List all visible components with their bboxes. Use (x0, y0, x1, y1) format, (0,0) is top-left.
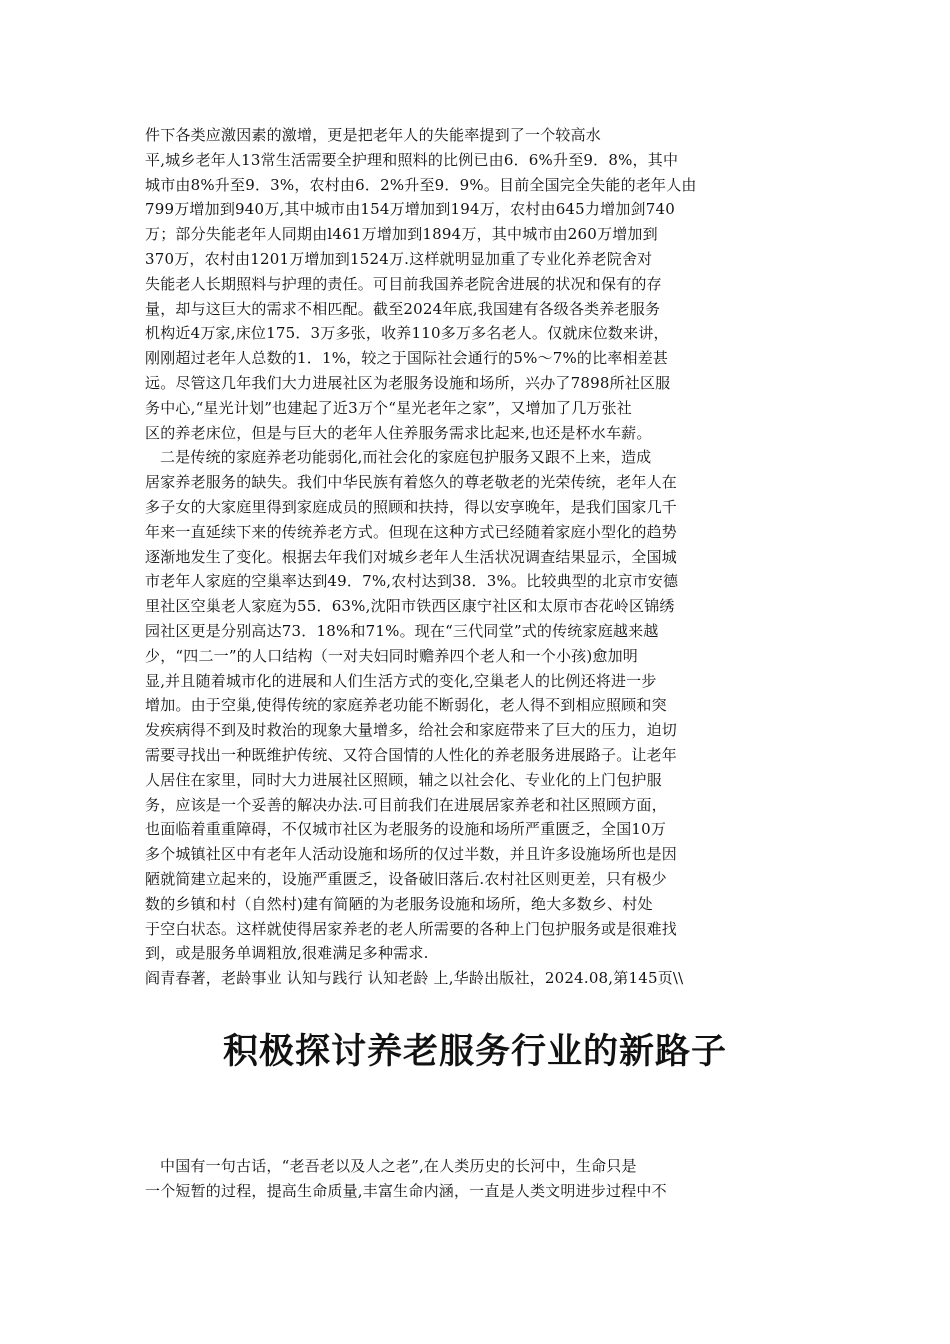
body-line: 于空白状态。这样就使得居家养老的老人所需要的各种上门包护服务或是很难找 (145, 919, 678, 938)
body-line: 机构近4万家,床位175．3万多张，收养110多万多名老人。仅就床位数来讲， (145, 324, 669, 343)
body-line: 万；部分失能老年人同期由l461万增加到1894万，其中城市由260万增加到 (145, 225, 658, 244)
body-line: 件下各类应激因素的激增，更是把老年人的失能率提到了一个较高水 (145, 126, 602, 144)
body-line: 平,城乡老年人13常生活需要全护理和照料的比例已由6．6%升至9．8%，其中 (145, 150, 679, 169)
body-line: 务，应该是一个妥善的解决办法.可目前我们在进展居家养老和社区照顾方面， (145, 795, 667, 814)
body-line: 区的养老床位，但是与巨大的老年人住养服务需求比起来,也还是杯水车薪。 (145, 423, 652, 442)
body-line: 需要寻找出一种既维护传统、又符合国情的人性化的养老服务进展路子。让老年 (145, 746, 678, 764)
body-line: 失能老人长期照料与护理的责任。可目前我国养老院舍进展的状况和保有的存 (145, 274, 662, 293)
body-line: 显,并且随着城市化的进展和人们生活方式的变化,空巢老人的比例还将进一步 (145, 671, 657, 690)
intro-line: 一个短暂的过程，提高生命质量,丰富生命内涵，一直是人类文明进步过程中不 (145, 1182, 667, 1200)
body-line: 远。尽管这几年我们大力进展社区为老服务设施和场所，兴办了7898所社区服 (145, 374, 671, 392)
body-line: 城市由8%升至9．3%，农村由6．2%升至9．9%。目前全国完全失能的老年人由 (145, 175, 697, 194)
body-line: 二是传统的家庭养老功能弱化,而社会化的家庭包护服务又跟不上来，造成 (160, 448, 652, 467)
body-line: 逐渐地发生了变化。根据去年我们对城乡老年人生活状况调查结果显示，全国城 (145, 547, 678, 566)
body-line: 居家养老服务的缺失。我们中华民族有着悠久的尊老敬老的光荣传统，老年人在 (145, 473, 678, 492)
intro-line: 中国有一句古话，“老吾老以及人之老”,在人类历史的长河中，生命只是 (160, 1157, 637, 1175)
body-line: 也面临着重重障碍，不仅城市社区为老服务的设施和场所严重匮乏，全国10万 (145, 820, 667, 839)
body-line: 人居住在家里，同时大力进展社区照顾，辅之以社会化、专业化的上门包护服 (145, 770, 662, 789)
body-line: 量，却与这巨大的需求不相匹配。截至2024年底,我国建有各级各类养老服务 (145, 299, 661, 318)
body-line: 增加。由于空巢,使得传统的家庭养老功能不断弱化，老人得不到相应照顾和突 (145, 696, 667, 715)
body-line: 市老年人家庭的空巢率达到49．7%,农村达到38．3%。比较典型的北京市安德 (145, 572, 679, 591)
body-line: 370万，农村由1201万增加到1524万.这样就明显加重了专业化养老院舍对 (145, 250, 653, 268)
body-line: 多个城镇社区中有老年人活动设施和场所的仅过半数，并且许多设施场所也是因 (145, 845, 678, 864)
body-line: 799万增加到940万,其中城市由154万增加到194万，农村由645力增加剑740 (145, 200, 675, 219)
body-line: 年来一直延续下来的传统养老方式。但现在这种方式已经随着家庭小型化的趋势 (145, 522, 678, 541)
body-line: 刚刚超过老年人总数的1．1%，较之于国际社会通行的5%～7%的比率相差甚 (145, 349, 669, 368)
body-line: 数的乡镇和村（自然村)建有简陋的为老服务设施和场所，绝大多数乡、村处 (145, 894, 653, 913)
body-line: 多子女的大家庭里得到家庭成员的照顾和扶持，得以安享晚年，是我们国家几千 (145, 498, 678, 516)
body-line: 少，“四二一”的人口结构（一对夫妇同时赡养四个老人和一个小孩)愈加明 (145, 646, 638, 665)
body-line: 到，或是服务单调粗放,很难满足多种需求. (145, 944, 429, 963)
body-line: 园社区更是分别高达73．18%和71%。现在“三代同堂”式的传统家庭越来越 (145, 622, 659, 640)
body-line: 务中心,“星光计划”也建起了近3万个“星光老年之家”，又增加了几万张社 (145, 398, 632, 417)
section-title: 积极探讨养老服务行业的新路子 (222, 1032, 727, 1072)
body-line: 发疾病得不到及时救治的现象大量增多，给社会和家庭带来了巨大的压力，迫切 (145, 721, 678, 740)
body-line: 里社区空巢老人家庭为55．63%,沈阳市铁西区康宁社区和太原市杏花岭区锦绣 (145, 597, 675, 616)
body-line: 陋就简建立起来的，设施严重匮乏，设备破旧落后.农村社区则更差，只有极少 (145, 870, 667, 888)
citation-line: 阎青春著，老龄事业 认知与践行 认知老龄 上,华龄出版社，2024.08,第145页\\ (145, 969, 684, 988)
